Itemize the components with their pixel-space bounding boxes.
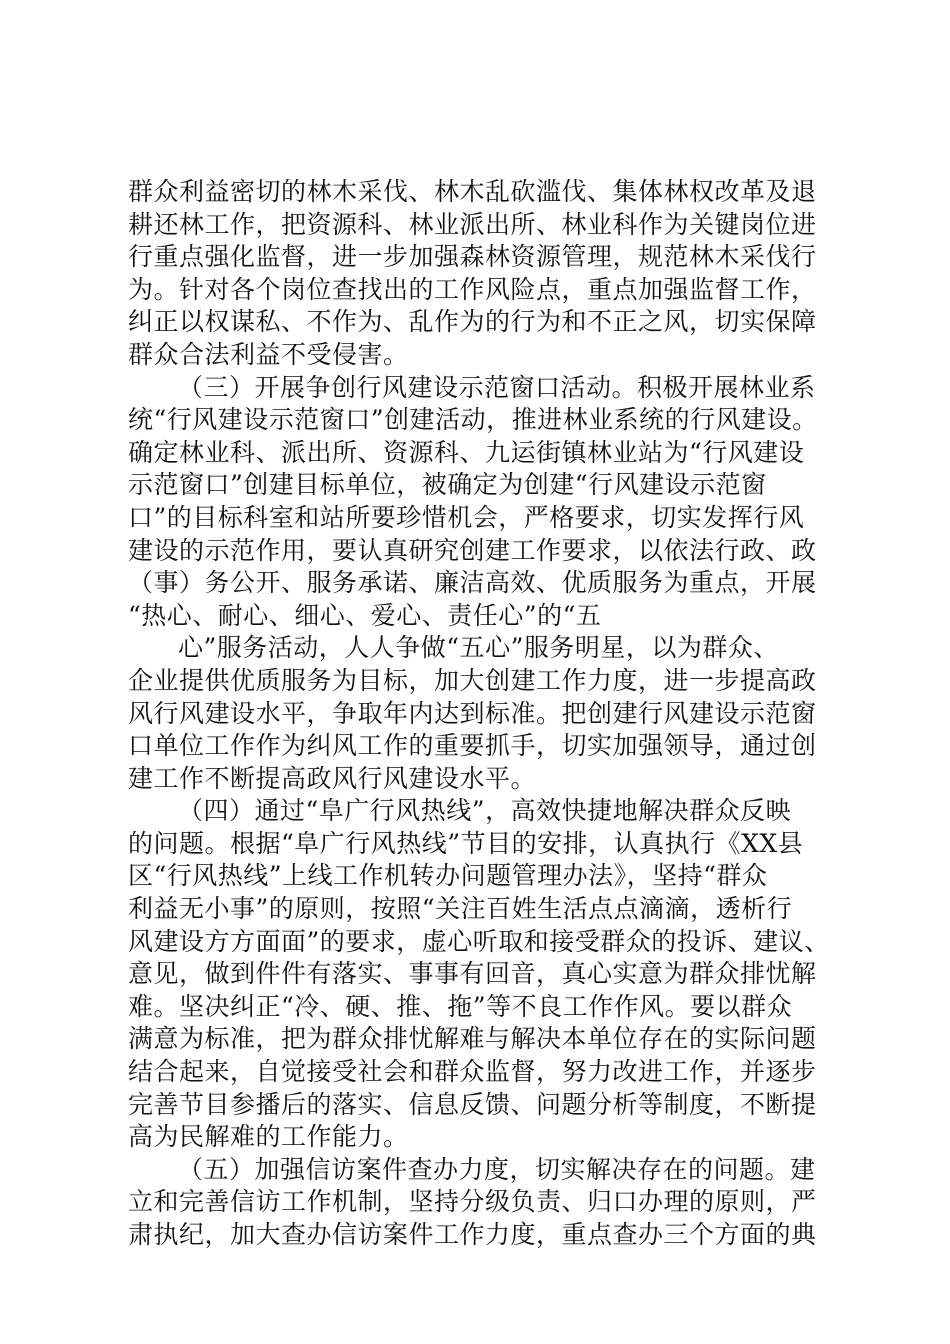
text-line: 区“行风热线”上线工作机转办问题管理办法》，坚持“群众 (128, 861, 768, 891)
text-line: 口”的目标科室和站所要珍惜机会，严格要求，切实发挥行风 (128, 502, 805, 532)
text-line: 的问题。根据“阜广行风热线”节目的安排，认真执行《XX县 (128, 828, 804, 858)
text-line: 示范窗口”创建目标单位，被确定为创建“行风建设示范窗 (128, 470, 767, 500)
text-line: 统“行风建设示范窗口”创建活动，推进林业系统的行风建设。 (128, 405, 818, 435)
paragraph-heading-4: （四）通过“阜广行风热线”，高效快捷地解决群众反映 (178, 796, 792, 826)
document-body (128, 176, 848, 1252)
text-line: 风建设方方面面”的要求，虚心听取和接受群众的投诉、建议、 (128, 926, 830, 956)
text-line: 建工作不断提高政风行风建设水平。 (128, 763, 537, 793)
text-line: 满意为标准，把为群众排忧解难与解决本单位存在的实际问题 (128, 1024, 817, 1054)
text-line: 难。坚决纠正“冷、硬、推、拖”等不良工作作风。要以群众 (128, 991, 793, 1021)
text-line: （事）务公开、服务承诺、廉洁高效、优质服务为重点，开展 (128, 568, 817, 598)
text-line: “热心、耐心、细心、爱心、责任心”的“五 (128, 600, 602, 630)
text-line: 行重点强化监督，进一步加强森林资源管理，规范林木采伐行 (128, 242, 817, 272)
text-line: 群众利益密切的林木采伐、林木乱砍滥伐、集体林权改革及退 (128, 177, 817, 206)
text-line: 利益无小事”的原则，按照“关注百姓生活点点滴滴，透析行 (128, 894, 793, 924)
text-line: 确定林业科、派出所、资源科、九运街镇林业站为“行风建设 (128, 437, 805, 467)
text-line: 企业提供优质服务为目标，加大创建工作力度，进一步提高政 (128, 665, 817, 695)
text-line: 肃执纪，加大查办信访案件工作力度，重点查办三个方面的典 (128, 1220, 817, 1249)
text-line: 建设的示范作用，要认真研究创建工作要求，以依法行政、政 (128, 535, 817, 565)
paragraph-heading-3: （三）开展争创行风建设示范窗口活动。积极开展林业系 (178, 372, 816, 402)
text-line: 群众合法利益不受侵害。 (128, 339, 409, 369)
text-line: 意见，做到件件有落实、事事有回音，真心实意为群众排忧解 (128, 959, 817, 989)
text-line: 高为民解难的工作能力。 (128, 1122, 409, 1152)
text-line: 心”服务活动，人人争做“五心”服务明星，以为群众、 (178, 633, 779, 663)
text-line: 风行风建设水平，争取年内达到标准。把创建行风建设示范窗 (128, 698, 817, 728)
text-line: 为。针对各个岗位查找出的工作风险点，重点加强监督工作， (128, 274, 817, 304)
text-line: 口单位工作作为纠风工作的重要抓手，切实加强领导，通过创 (128, 731, 817, 761)
paragraph-heading-5: （五）加强信访案件查办力度，切实解决存在的问题。建 (178, 1154, 816, 1184)
text-line: 结合起来，自觉接受社会和群众监督，努力改进工作，并逐步 (128, 1057, 817, 1087)
text-line: 耕还林工作，把资源科、林业派出所、林业科作为关键岗位进 (128, 209, 817, 239)
text-line: 立和完善信访工作机制，坚持分级负责、归口办理的原则，严 (128, 1187, 817, 1217)
text-line: 完善节目参播后的落实、信息反馈、问题分析等制度，不断提 (128, 1089, 817, 1119)
text-line: 纠正以权谋私、不作为、乱作为的行为和不正之风，切实保障 (128, 307, 817, 337)
